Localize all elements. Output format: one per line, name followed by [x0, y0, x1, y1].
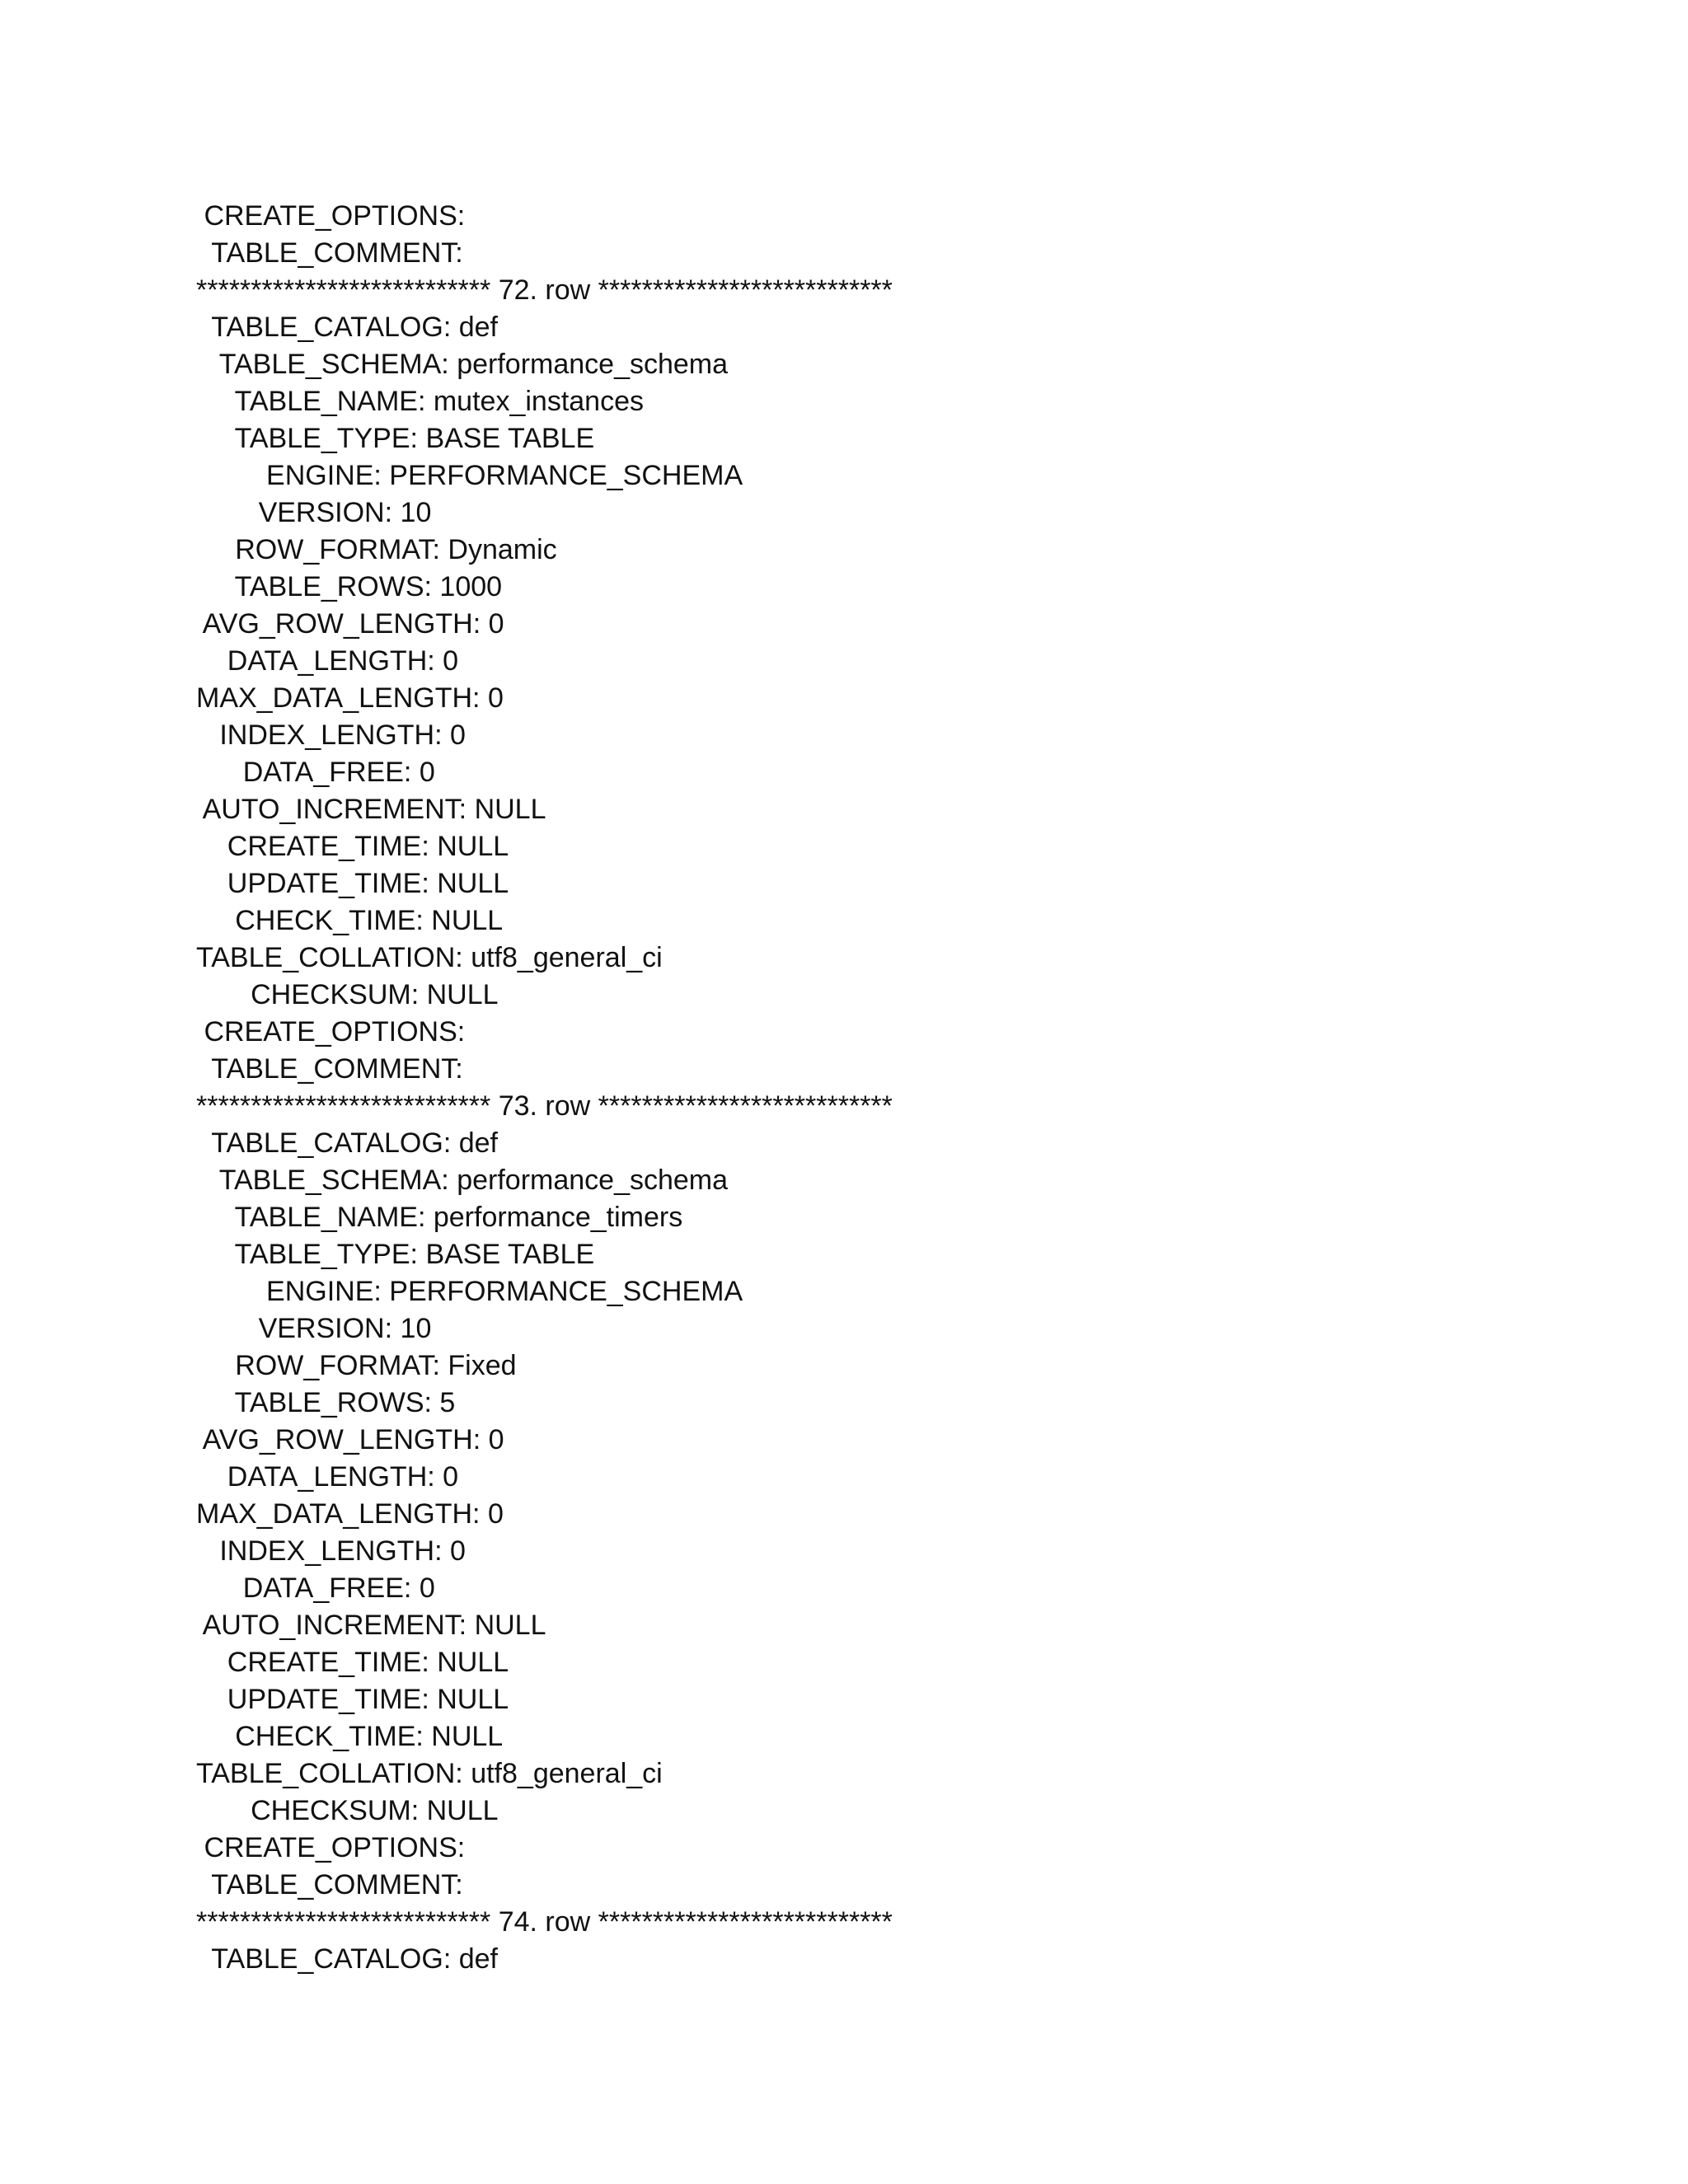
field-label: ROW_FORMAT [235, 1350, 433, 1381]
field-line [196, 494, 1515, 532]
field-colon: : [472, 1498, 488, 1530]
field-label: TABLE_CATALOG [211, 1943, 443, 1975]
field-colon: : [417, 386, 434, 417]
separator-text: *************************** 72. row *************************** [196, 274, 893, 306]
field-value: NULL [431, 1721, 504, 1752]
indent [196, 1313, 259, 1344]
field-colon: : [373, 1276, 390, 1307]
field-line [196, 457, 1515, 494]
separator-text: *************************** 73. row *************************** [196, 1090, 893, 1122]
field-value: 10 [400, 1313, 432, 1344]
field-colon: : [457, 1016, 473, 1047]
field-colon: : [421, 1684, 438, 1715]
field-value: NULL [431, 905, 504, 936]
field-line [196, 828, 1515, 865]
field-value: NULL [426, 1795, 499, 1826]
field-value: 0 [419, 1572, 435, 1604]
field-label: TABLE_NAME [234, 1202, 418, 1233]
field-line [196, 1422, 1515, 1459]
field-line [196, 346, 1515, 383]
field-line [196, 1273, 1515, 1310]
field-value: utf8_general_ci [471, 942, 663, 973]
document-body [196, 198, 1515, 1978]
field-value: 0 [443, 1461, 459, 1493]
field-value: PERFORMANCE_SCHEMA [389, 1276, 743, 1307]
field-colon: : [384, 497, 401, 528]
field-colon: : [421, 831, 438, 862]
indent [196, 1869, 211, 1900]
field-value: 5 [439, 1387, 456, 1418]
indent [196, 312, 211, 343]
field-label: MAX_DATA_LENGTH [196, 682, 473, 714]
field-colon: : [434, 719, 450, 751]
field-value: 0 [449, 1535, 466, 1567]
field-colon: : [457, 1832, 473, 1863]
field-line [196, 1941, 1515, 1978]
field-value: def [458, 1943, 498, 1975]
field-line [196, 1607, 1515, 1644]
indent [196, 1684, 227, 1715]
indent [196, 1461, 227, 1493]
indent [196, 1127, 211, 1159]
field-line [196, 1347, 1515, 1385]
field-value: 0 [487, 682, 504, 714]
field-label: TABLE_TYPE [234, 423, 410, 454]
field-colon: : [384, 1313, 401, 1344]
field-label: TABLE_ROWS [234, 1387, 424, 1418]
field-value: NULL [437, 868, 509, 899]
field-line [196, 1199, 1515, 1236]
field-line [196, 383, 1515, 420]
field-label: TABLE_COLLATION [196, 1758, 456, 1789]
field-line [196, 1681, 1515, 1718]
indent [196, 1535, 219, 1567]
indent [196, 1387, 235, 1418]
field-label: CREATE_OPTIONS [204, 1016, 457, 1047]
field-line [196, 198, 1515, 235]
indent [196, 608, 203, 640]
field-colon: : [424, 571, 440, 602]
separator-text: *************************** 74. row *************************** [196, 1906, 893, 1938]
field-colon: : [441, 349, 457, 380]
field-line [196, 1644, 1515, 1681]
indent [196, 386, 235, 417]
field-colon: : [421, 1647, 438, 1678]
field-line [196, 532, 1515, 569]
indent [196, 1721, 235, 1752]
field-value: mutex_instances [433, 386, 644, 417]
field-value: 10 [400, 497, 432, 528]
field-label: UPDATE_TIME [227, 1684, 422, 1715]
indent [196, 571, 235, 602]
field-line [196, 1236, 1515, 1273]
row-separator [196, 1904, 1515, 1941]
field-line [196, 1570, 1515, 1607]
field-label: CHECK_TIME [235, 905, 416, 936]
field-label: AVG_ROW_LENGTH [202, 1424, 473, 1455]
field-colon: : [443, 1943, 459, 1975]
indent [196, 497, 259, 528]
field-colon: : [417, 1202, 434, 1233]
field-line [196, 235, 1515, 272]
field-colon: : [443, 1127, 459, 1159]
indent [196, 1572, 243, 1604]
field-label: VERSION [258, 1313, 385, 1344]
field-label: INDEX_LENGTH [219, 1535, 435, 1567]
row-separator [196, 272, 1515, 309]
field-value: 0 [419, 757, 435, 788]
field-line [196, 902, 1515, 940]
field-label: TABLE_COMMENT [211, 1053, 456, 1085]
field-colon: : [441, 1165, 457, 1196]
field-colon: : [455, 942, 471, 973]
field-colon: : [472, 1424, 489, 1455]
field-colon: : [458, 1610, 475, 1641]
indent [196, 1943, 211, 1975]
field-colon: : [455, 1869, 471, 1900]
field-value: Dynamic [448, 534, 557, 565]
field-line [196, 1793, 1515, 1830]
field-label: TABLE_NAME [234, 386, 418, 417]
field-value: def [458, 1127, 498, 1159]
indent [196, 423, 235, 454]
field-colon: : [432, 1350, 448, 1381]
field-colon: : [410, 1795, 427, 1826]
field-line [196, 569, 1515, 606]
field-line [196, 1830, 1515, 1867]
indent [196, 831, 227, 862]
indent [196, 1276, 266, 1307]
field-value: 1000 [439, 571, 503, 602]
field-value: 0 [449, 719, 466, 751]
field-label: CHECKSUM [251, 979, 411, 1010]
field-label: TABLE_COMMENT [211, 237, 456, 269]
field-colon: : [472, 608, 489, 640]
field-value: NULL [437, 831, 509, 862]
field-value: NULL [437, 1684, 509, 1715]
field-line [196, 309, 1515, 346]
field-line [196, 1459, 1515, 1496]
field-colon: : [434, 1535, 450, 1567]
field-colon: : [432, 534, 448, 565]
indent [196, 1610, 203, 1641]
field-colon: : [410, 1239, 426, 1270]
field-colon: : [373, 460, 390, 491]
indent [196, 757, 243, 788]
field-line [196, 1533, 1515, 1570]
field-value: BASE TABLE [425, 423, 595, 454]
field-colon: : [415, 905, 432, 936]
indent [196, 1165, 219, 1196]
field-colon: : [427, 645, 443, 677]
field-colon: : [410, 979, 427, 1010]
field-line [196, 1718, 1515, 1755]
indent [196, 1424, 203, 1455]
indent [196, 645, 227, 677]
field-value: performance_schema [457, 1165, 729, 1196]
field-label: CREATE_OPTIONS [204, 200, 457, 232]
field-colon: : [472, 682, 488, 714]
field-value: def [458, 312, 498, 343]
indent [196, 868, 227, 899]
indent [196, 1795, 251, 1826]
field-label: ROW_FORMAT [235, 534, 433, 565]
field-colon: : [421, 868, 438, 899]
field-label: VERSION [258, 497, 385, 528]
field-label: UPDATE_TIME [227, 868, 422, 899]
field-value: BASE TABLE [425, 1239, 595, 1270]
field-value: NULL [437, 1647, 509, 1678]
field-value: 0 [488, 608, 504, 640]
indent [196, 534, 235, 565]
field-line [196, 940, 1515, 977]
field-label: CREATE_TIME [227, 1647, 422, 1678]
indent [196, 1647, 227, 1678]
field-line [196, 606, 1515, 643]
indent [196, 460, 266, 491]
field-value: 0 [443, 645, 459, 677]
field-colon: : [403, 1572, 420, 1604]
field-line [196, 1014, 1515, 1051]
field-colon: : [457, 200, 473, 232]
field-label: TABLE_COMMENT [211, 1869, 456, 1900]
indent [196, 794, 203, 825]
indent [196, 979, 251, 1010]
field-label: CREATE_TIME [227, 831, 422, 862]
field-line [196, 643, 1515, 680]
indent [196, 905, 235, 936]
field-colon: : [415, 1721, 432, 1752]
field-line [196, 1385, 1515, 1422]
field-value: NULL [426, 979, 499, 1010]
field-value: NULL [474, 794, 546, 825]
field-label: CREATE_OPTIONS [204, 1832, 457, 1863]
field-value: performance_schema [457, 349, 729, 380]
field-label: TABLE_TYPE [234, 1239, 410, 1270]
field-label: DATA_FREE [242, 1572, 404, 1604]
indent [196, 349, 219, 380]
field-colon: : [455, 1758, 471, 1789]
field-label: DATA_FREE [242, 757, 404, 788]
field-colon: : [443, 312, 459, 343]
indent [196, 237, 211, 269]
field-line [196, 865, 1515, 902]
field-label: AUTO_INCREMENT [202, 794, 459, 825]
field-value: 0 [488, 1424, 504, 1455]
field-line [196, 791, 1515, 828]
field-line [196, 1051, 1515, 1088]
field-line [196, 1755, 1515, 1793]
field-colon: : [403, 757, 420, 788]
field-label: ENGINE [266, 460, 374, 491]
field-value: NULL [474, 1610, 546, 1641]
field-line [196, 1125, 1515, 1162]
indent [196, 1350, 235, 1381]
field-colon: : [424, 1387, 440, 1418]
row-separator [196, 1088, 1515, 1125]
field-label: TABLE_ROWS [234, 571, 424, 602]
field-value: PERFORMANCE_SCHEMA [389, 460, 743, 491]
indent [196, 1053, 211, 1085]
indent [196, 719, 219, 751]
field-label: TABLE_COLLATION [196, 942, 456, 973]
field-value: 0 [487, 1498, 504, 1530]
field-label: CHECKSUM [251, 1795, 411, 1826]
field-line [196, 1310, 1515, 1347]
field-label: INDEX_LENGTH [219, 719, 435, 751]
field-value: performance_timers [433, 1202, 683, 1233]
field-label: DATA_LENGTH [227, 1461, 428, 1493]
field-colon: : [455, 1053, 471, 1085]
field-label: TABLE_SCHEMA [218, 349, 442, 380]
field-line [196, 1867, 1515, 1904]
field-colon: : [455, 237, 471, 269]
field-label: AUTO_INCREMENT [202, 1610, 459, 1641]
field-label: ENGINE [266, 1276, 374, 1307]
field-line [196, 754, 1515, 791]
field-label: TABLE_CATALOG [211, 1127, 443, 1159]
field-line [196, 977, 1515, 1014]
indent [196, 1202, 235, 1233]
field-colon: : [427, 1461, 443, 1493]
field-line [196, 717, 1515, 754]
field-line [196, 680, 1515, 717]
field-line [196, 1496, 1515, 1533]
field-label: AVG_ROW_LENGTH [202, 608, 473, 640]
field-value: utf8_general_ci [471, 1758, 663, 1789]
field-line [196, 1162, 1515, 1199]
field-label: CHECK_TIME [235, 1721, 416, 1752]
field-colon: : [458, 794, 475, 825]
field-label: MAX_DATA_LENGTH [196, 1498, 473, 1530]
field-colon: : [410, 423, 426, 454]
indent [196, 1239, 235, 1270]
field-label: TABLE_SCHEMA [218, 1165, 442, 1196]
field-label: TABLE_CATALOG [211, 312, 443, 343]
field-line [196, 420, 1515, 457]
field-label: DATA_LENGTH [227, 645, 428, 677]
field-value: Fixed [448, 1350, 517, 1381]
